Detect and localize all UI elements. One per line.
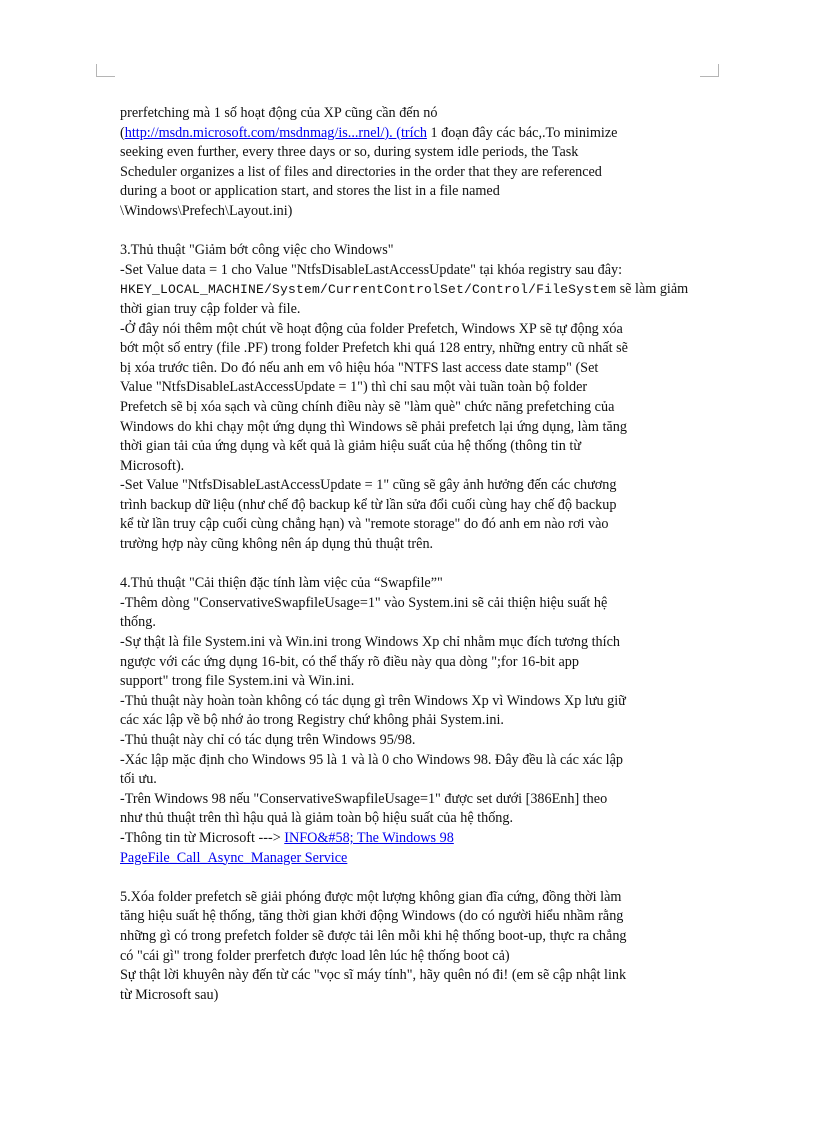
text-line: -Ở đây nói thêm một chút về hoạt động của folder Prefetch, Windows XP sẽ tự động xóa bbox=[120, 320, 623, 337]
text-line: tăng hiệu suất hệ thống, tăng thời gian khởi động Windows (do có người hiểu nhầm rằng bbox=[120, 908, 624, 925]
section-title: 3.Thủ thuật "Giảm bớt công việc cho Windows" bbox=[120, 242, 394, 259]
text-line: Prefetch sẽ bị xóa sạch và cũng chính điều này sẽ "làm què" chức năng prefetching của bbox=[120, 398, 615, 415]
section-5 bbox=[120, 888, 700, 1006]
microsoft-info-link-cont[interactable]: PageFile_Call_Async_Manager Service bbox=[120, 849, 348, 866]
text-line: những gì có trong prefetch folder sẽ được tải lên mỗi khi hệ thống boot-up, thực ra chẳng bbox=[120, 927, 627, 944]
text-line: có "cái gì" trong folder prerfetch được load lên lúc hệ thống boot cả) bbox=[120, 947, 510, 964]
text-line: prerfetching mà 1 số hoạt động của XP cũng cần đến nó bbox=[120, 105, 438, 121]
text-line: -Trên Windows 98 nếu "ConservativeSwapfileUsage=1" được set dưới [386Enh] theo bbox=[120, 790, 608, 807]
text-line: -Thêm dòng "ConservativeSwapfileUsage=1" vào System.ini sẽ cải thiện hiệu suất hệ bbox=[120, 594, 608, 611]
blank-line bbox=[120, 222, 700, 242]
text-line: Sự thật lời khuyên này đến từ các "vọc sĩ máy tính", hãy quên nó đi! (em sẽ cập nhật link bbox=[120, 967, 627, 984]
text-line: Value "NtfsDisableLastAccessUpdate = 1") thì chỉ sau một vài tuần toàn bộ folder bbox=[120, 379, 588, 396]
text-line: tối ưu. bbox=[120, 771, 157, 788]
registry-key: HKEY_LOCAL_MACHINE/System/CurrentControlSet/Control/FileSystem bbox=[120, 282, 617, 298]
msdn-link[interactable]: http://msdn.microsoft.com/msdnmag/is...rnel/). (trích bbox=[124, 124, 427, 141]
text-line bbox=[120, 280, 700, 300]
text-fragment: ( bbox=[120, 124, 125, 141]
section-3 bbox=[120, 241, 700, 555]
text-line: 5.Xóa folder prefetch sẽ giải phóng được một lượng không gian đĩa cứng, đồng thời làm bbox=[120, 888, 622, 905]
text-line: \Windows\Prefech\Layout.ini) bbox=[120, 202, 293, 219]
text-line: -Thủ thuật này chỉ có tác dụng trên Windows 95/98. bbox=[120, 732, 416, 748]
blank-line bbox=[120, 555, 700, 575]
microsoft-info-link[interactable]: INFO&#58; The Windows 98 bbox=[284, 829, 454, 846]
crop-mark bbox=[700, 64, 719, 77]
section-4 bbox=[120, 574, 700, 868]
text-line: thời gian truy cập folder và file. bbox=[120, 300, 301, 317]
text-line: -Set Value data = 1 cho Value "NtfsDisableLastAccessUpdate" tại khóa registry sau đây: bbox=[120, 261, 623, 278]
text-fragment: sẽ làm giảm bbox=[616, 281, 689, 298]
text-line: Microsoft). bbox=[120, 457, 185, 474]
text-line: các xác lập về bộ nhớ ảo trong Registry chứ không phải System.ini. bbox=[120, 712, 504, 729]
text-line: trường hợp này cũng không nên áp dụng thủ thuật trên. bbox=[120, 536, 434, 553]
section-title: 4.Thủ thuật "Cải thiện đặc tính làm việc của “Swapfile”" bbox=[120, 575, 443, 592]
text-line: thống. bbox=[120, 614, 156, 631]
text-line: trình backup dữ liệu (như chế độ backup kể từ lần sửa đổi cuối cùng hay chế độ backup bbox=[120, 496, 617, 513]
text-line: support" trong file System.ini và Win.ini. bbox=[120, 673, 355, 690]
text-line bbox=[120, 124, 700, 144]
text-line: như thủ thuật trên thì hậu quả là giảm toàn bộ hiệu suất của hệ thống. bbox=[120, 810, 514, 827]
text-line bbox=[120, 849, 700, 869]
paragraph-intro bbox=[120, 104, 700, 222]
text-line: bớt một số entry (file .PF) trong folder Prefetch khi quá 128 entry, những entry cũ nhất sẽ bbox=[120, 340, 628, 357]
crop-mark bbox=[96, 64, 115, 77]
text-fragment: 1 đoạn đây các bác,.To minimize bbox=[426, 124, 618, 141]
text-line: ngược với các ứng dụng 16-bit, có thể thấy rõ điều này qua dòng ";for 16-bit app bbox=[120, 653, 579, 670]
blank-line bbox=[120, 868, 700, 888]
text-line: -Set Value "NtfsDisableLastAccessUpdate = 1" cũng sẽ gây ảnh hưởng đến các chương bbox=[120, 477, 617, 494]
text-line: bị xóa trước tiên. Do đó nếu anh em vô hiệu hóa "NTFS last access date stamp" (Set bbox=[120, 359, 599, 376]
text-line bbox=[120, 829, 700, 849]
text-line: -Sự thật là file System.ini và Win.ini trong Windows Xp chỉ nhằm mục đích tương thích bbox=[120, 634, 620, 651]
text-line: kể từ lần truy cập cuối cùng chẳng hạn) và "remote storage" do đó anh em nào rơi vào bbox=[120, 516, 609, 533]
text-line: -Thủ thuật này hoàn toàn không có tác dụng gì trên Windows Xp vì Windows Xp lưu giữ bbox=[120, 692, 626, 709]
text-line: during a boot or application start, and stores the list in a file named bbox=[120, 183, 500, 200]
text-line: thời gian tải của ứng dụng và kết quả là giảm hiệu suất của hệ thống (thông tin từ bbox=[120, 438, 582, 455]
text-line: từ Microsoft sau) bbox=[120, 986, 219, 1003]
text-fragment: -Thông tin từ Microsoft ---> bbox=[120, 829, 285, 846]
document-body bbox=[120, 104, 700, 1005]
text-line: Windows do khi chạy một ứng dụng thì Windows sẽ phải prefetch lại ứng dụng, làm tăng bbox=[120, 418, 627, 435]
text-line: seeking even further, every three days or so, during system idle periods, the Task bbox=[120, 144, 579, 161]
text-line: Scheduler organizes a list of files and directories in the order that they are referenced bbox=[120, 163, 602, 180]
text-line: -Xác lập mặc định cho Windows 95 là 1 và là 0 cho Windows 98. Đây đều là các xác lập bbox=[120, 751, 624, 768]
